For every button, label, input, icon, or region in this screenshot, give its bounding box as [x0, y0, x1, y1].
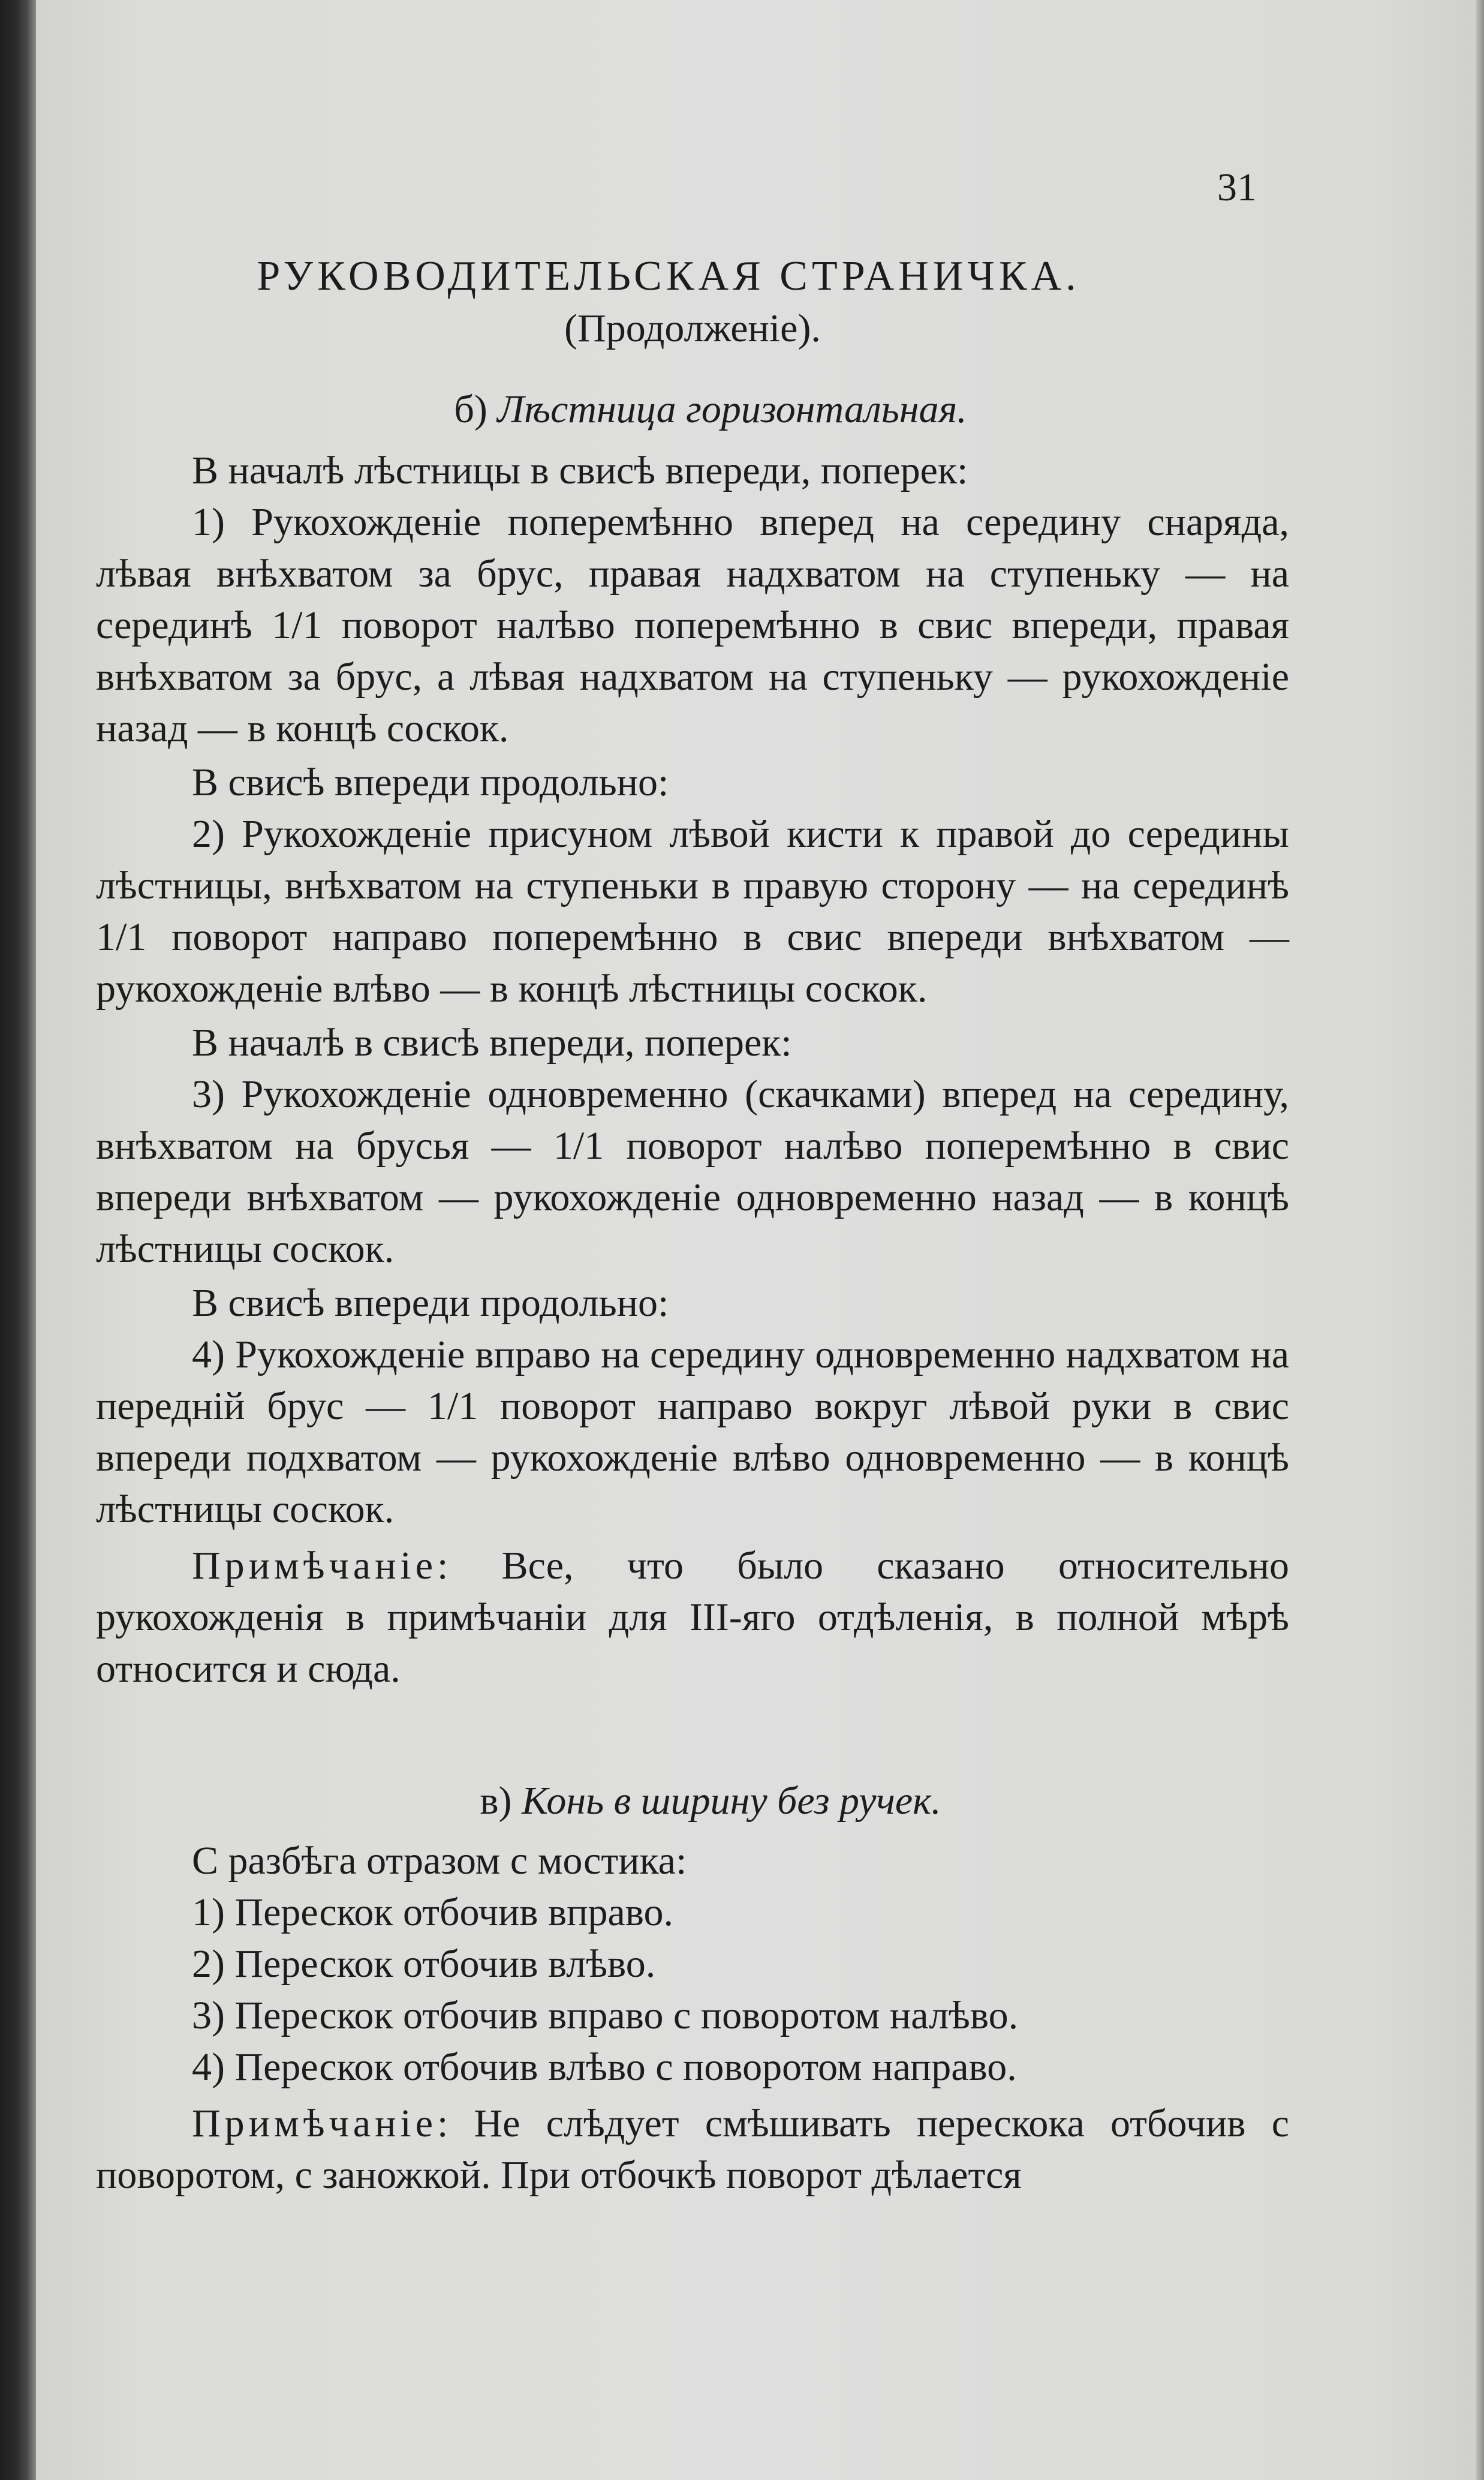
section-b-paragraph-1: В началѣ лѣстницы в свисѣ впереди, поперек:: [192, 449, 968, 492]
section-b-paragraph-2: 1) Рукохожденіе поперемѣнно вперед на середину снаряда, лѣвая внѣхватом за брус, правая надхватом на ступеньку — на серединѣ 1/1 поворот налѣво поперемѣнно в свис впереди, правая внѣхватом за брус, а лѣвая надхватом на ступеньку — рукохожденіе назад — в концѣ соскок.: [96, 500, 1289, 750]
section-v-item-3: 3) Перескок отбочив вправо с поворотом налѣво.: [192, 1994, 1019, 2037]
section-v-item-1: 1) Перескок отбочив вправо.: [192, 1890, 673, 1934]
section-v-item-4: 4) Перескок отбочив влѣво с поворотом направо.: [192, 2045, 1017, 2089]
section-b-paragraph-4: 2) Рукохожденіе присуном лѣвой кисти к правой до середины лѣстницы, внѣхватом на ступеньки в правую сторону — на серединѣ 1/1 поворот направо поперемѣнно в свис впереди внѣхватом — рукохожденіе влѣво — в концѣ лѣстницы соскок.: [96, 812, 1289, 1011]
section-b-paragraph-5: В началѣ в свисѣ впереди, поперек:: [192, 1021, 792, 1065]
section-v-item-2: 2) Перескок отбочив влѣво.: [192, 1942, 656, 1986]
section-b-paragraph-7: В свисѣ впереди продольно:: [192, 1281, 669, 1325]
page-subtitle: (Продолженіе).: [564, 306, 821, 350]
section-v-title: Конь в ширину без ручек.: [522, 1779, 941, 1823]
section-v-body: [96, 1835, 1289, 2201]
page-number: 31: [1217, 166, 1257, 209]
section-b-note-label: Примѣчаніе: [192, 1544, 438, 1588]
section-b-prefix: б): [454, 387, 498, 431]
section-b-title: Лѣстница горизонтальная.: [497, 387, 967, 431]
section-b-paragraph-6: 3) Рукохожденіе одновременно (скачками) вперед на середину, внѣхватом на брусья — 1/1 поворот налѣво поперемѣнно в свис впереди внѣхватом — рукохожденіе одновременно назад — в концѣ лѣстницы соскок.: [96, 1072, 1289, 1271]
section-b-note: [96, 1540, 1289, 1695]
section-b-paragraph-3: В свисѣ впереди продольно:: [192, 760, 669, 804]
section-b-heading: [114, 384, 1307, 435]
section-v-intro: С разбѣга отразом с мостика:: [192, 1839, 687, 1883]
section-b-note-text: : Все, что было сказано относительно рукохожденія в примѣчаніи для III-яго отдѣленія, в полной мѣрѣ относится и сюда.: [96, 1544, 1289, 1691]
page-edge-shadow: [1476, 0, 1484, 2480]
book-page: [36, 0, 1484, 2480]
book-gutter-shadow: [0, 0, 36, 2480]
section-v-note: [96, 2098, 1289, 2201]
section-b-body: [96, 445, 1289, 1695]
section-b-paragraph-8: 4) Рукохожденіе вправо на середину одновременно надхватом на передній брус — 1/1 поворот направо вокруг лѣвой руки в свис впереди подхватом — рукохожденіе влѣво одновременно — в концѣ лѣстницы соскок.: [96, 1333, 1289, 1531]
page-title: РУКОВОДИТЕЛЬСКАЯ СТРАНИЧКА.: [257, 253, 1080, 299]
section-v-heading: [114, 1775, 1307, 1827]
section-v-prefix: в): [480, 1779, 522, 1823]
section-v-note-label: Примѣчаніе: [192, 2102, 438, 2145]
section-v-note-text: : Не слѣдует смѣшивать перескока отбочив с поворотом, с заножкой. При отбочкѣ поворот дѣлается: [96, 2102, 1289, 2197]
